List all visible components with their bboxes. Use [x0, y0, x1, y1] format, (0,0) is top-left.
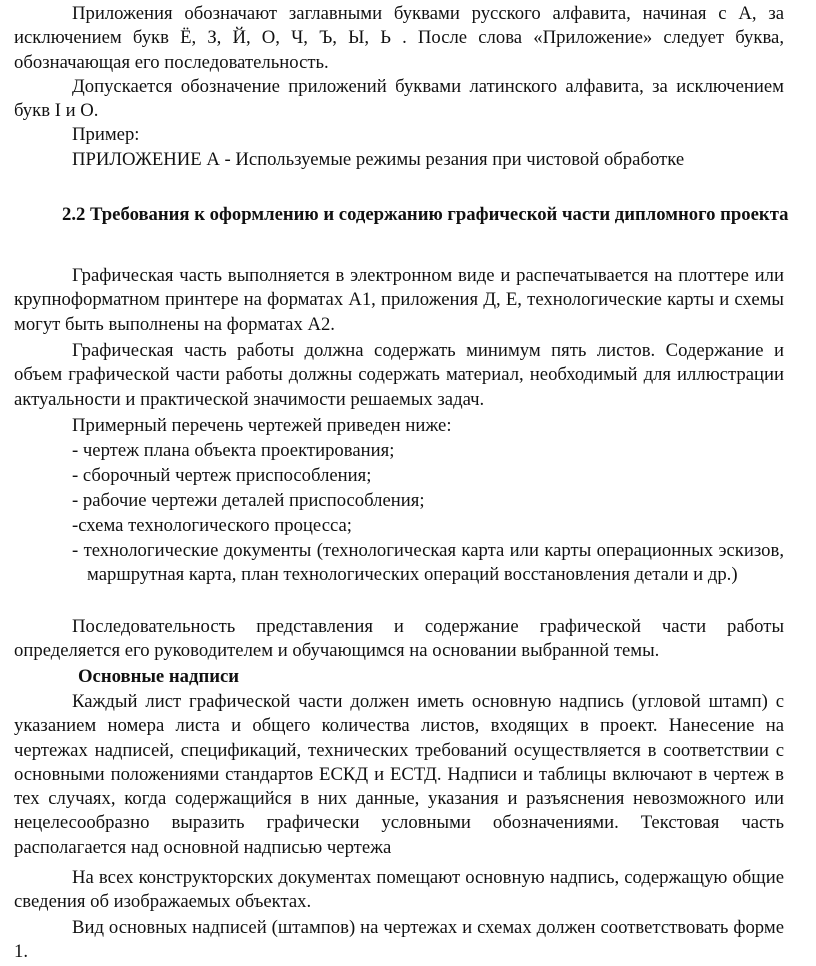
example-text: ПРИЛОЖЕНИЕ А - Используемые режимы резания при чистовой обработке: [72, 149, 685, 170]
example-label: Пример:: [72, 124, 140, 145]
list-item: - рабочие чертежи деталей приспособления;: [72, 490, 425, 511]
paragraph-appendix-latin: Допускается обозначение приложений буквами латинского алфавита, за исключением букв I и O.: [14, 76, 784, 122]
list-item: - технологические документы (технологическая карта или карты операционных эскизов, маршрутная карта, план технологических операций восстановления детали и др.): [72, 540, 784, 586]
paragraph-documents: На всех конструкторских документах помещают основную надпись, содержащую общие сведения об изображаемых объектах.: [14, 867, 784, 913]
list-item: - чертеж плана объекта проектирования;: [72, 440, 395, 461]
paragraph-form: Вид основных надписей (штампов) на чертежах и схемах должен соответствовать форме 1.: [14, 917, 784, 963]
subheading-main-inscriptions: Основные надписи: [78, 666, 240, 687]
paragraph-appendix-russian: Приложения обозначают заглавными буквами русского алфавита, начиная с А, за исключением букв Ё, З, Й, О, Ч, Ъ, Ы, Ь . После слова «Приложение» следует буква, обозначающая его последовательность.: [14, 3, 784, 73]
list-item: -схема технологического процесса;: [72, 515, 352, 536]
paragraph-sequence: Последовательность представления и содержание графической части работы определяется его руководителем и обучающимся на основании выбранной темы.: [14, 616, 784, 662]
paragraph-stamp: Каждый лист графической части должен иметь основную надпись (угловой штамп) с указанием номера листа и общего количества листов, входящих в проект. Нанесение на чертежах надписей, спецификаций, технических требований осуществляется в соответствии с основными положениями стандартов ЕСКД и ЕСТД. Надписи и таблицы включают в чертеж в тех случаях, когда содержащийся в них данные, указания и разъяснения невозможного или нецелесообразно выразить графически условными обозначениями. Текстовая часть располагается над основной надписью чертежа: [14, 691, 784, 858]
section-heading: 2.2 Требования к оформлению и содержанию графической части дипломного проекта: [62, 204, 789, 225]
list-intro: Примерный перечень чертежей приведен ниже:: [72, 415, 452, 436]
paragraph-graphic-format: Графическая часть выполняется в электронном виде и распечатывается на плоттере или крупноформатном принтере на форматах А1, приложения Д, Е, технологические карты и схемы могут быть выполнены на форматах А2.: [14, 265, 784, 335]
paragraph-graphic-content: Графическая часть работы должна содержать минимум пять листов. Содержание и объем графической части работы должны содержать материал, необходимый для иллюстрации актуальности и практической значимости решаемых задач.: [14, 340, 784, 410]
list-item: - сборочный чертеж приспособления;: [72, 465, 372, 486]
